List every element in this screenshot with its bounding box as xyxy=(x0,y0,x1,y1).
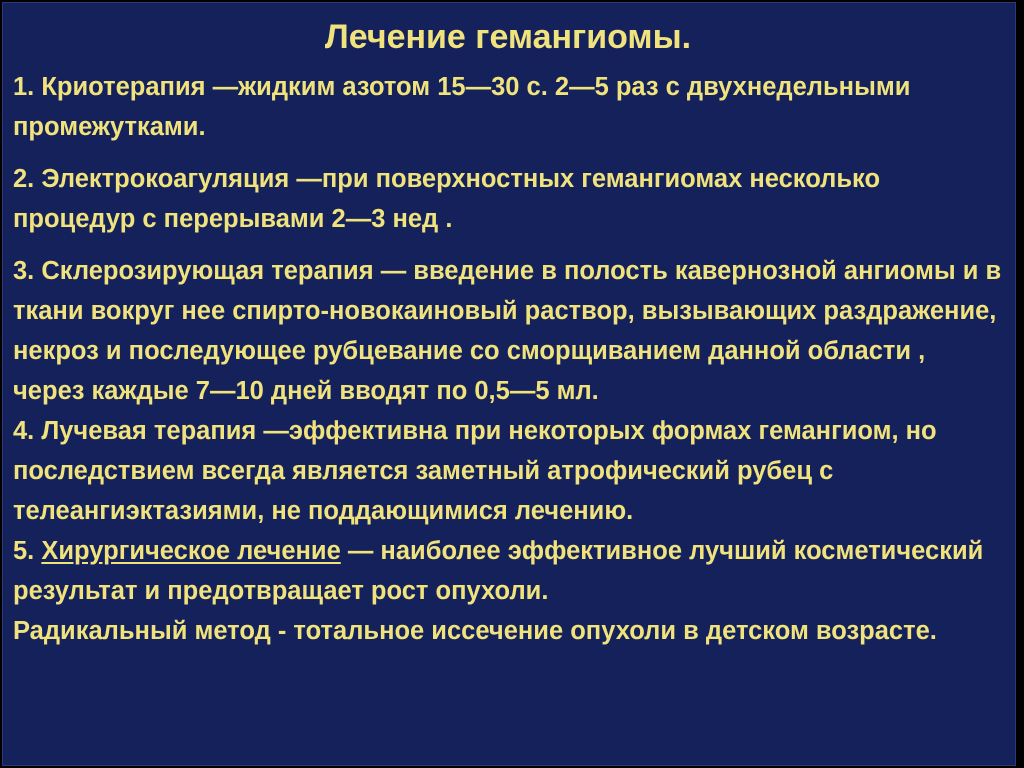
treatment-item-radical: Радикальный метод - тотальное иссечение опухоли в детском возрасте. xyxy=(13,617,937,645)
treatment-item-sclerotherapy: 3. Склерозирующая терапия — введение в полость кавернозной ангиомы и в ткани вокруг нее спирто-новокаиновый раствор, вызывающих раздражение, некроз и последующее рубцевание со сморщиванием данной области , через каждые 7—10 дней вводят по 0,5—5 мл. xyxy=(13,257,1002,405)
slide-title: Лечение гемангиомы. xyxy=(324,18,692,56)
surgery-heading: Хирургическое лечение xyxy=(41,537,341,565)
treatment-item-cryotherapy: 1. Криотерапия —жидким азотом 15—30 с. 2—5 раз с двухнедельными промежутками. xyxy=(13,73,911,141)
slide-panel xyxy=(2,2,1016,766)
treatment-item-surgery xyxy=(13,531,1003,611)
treatment-item-electrocoagulation: 2. Электрокоагуляция —при поверхностных гемангиомах несколько процедур с перерывами 2—3 нед . xyxy=(13,165,881,233)
surgery-number: 5. xyxy=(13,537,42,565)
treatment-item-radiation: 4. Лучевая терапия —эффективна при некоторых формах гемангиом, но последствием всегда является заметный атрофический рубец с телеангиэктазиями, не поддающимися лечению. xyxy=(13,417,937,525)
slide-body xyxy=(13,67,1003,651)
surgery-description: — наиболее эффективное лучший косметический результат и предотвращает рост опухоли. xyxy=(13,537,984,605)
